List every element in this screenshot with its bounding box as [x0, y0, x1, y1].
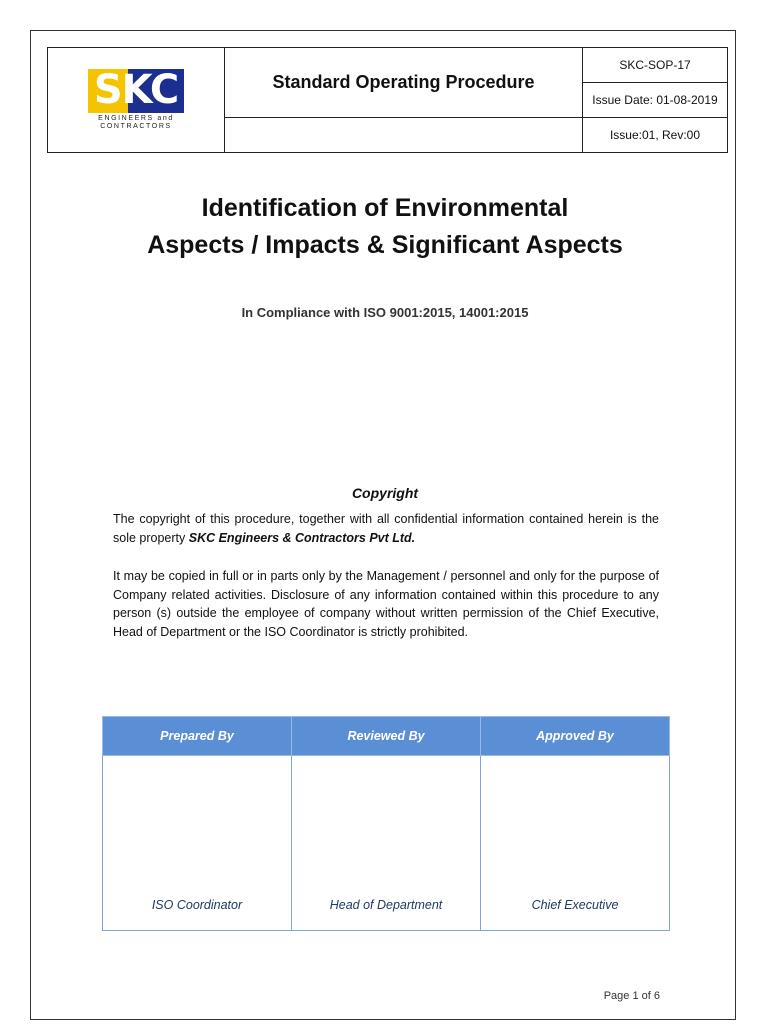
reviewed-by-role: Head of Department: [292, 756, 481, 931]
document-title: [60, 190, 710, 264]
issue-revision: Issue:01, Rev:00: [583, 118, 728, 153]
compliance-statement: In Compliance with ISO 9001:2015, 14001:2015: [241, 305, 529, 320]
doc-code: SKC-SOP-17: [583, 48, 728, 83]
logo-subtext: ENGINEERS and CONTRACTORS: [98, 114, 174, 130]
company-logo: [88, 63, 184, 133]
page-number: Page 1 of 6: [603, 990, 660, 1002]
title-line-1: Identification of Environmental: [201, 194, 569, 222]
approved-by-role: Chief Executive: [481, 756, 670, 931]
empty-header-cell: [225, 118, 583, 153]
header-table: [47, 47, 728, 153]
signature-table: [102, 716, 670, 931]
logo-text: SKC: [93, 66, 179, 113]
issue-date: Issue Date: 01-08-2019: [583, 83, 728, 118]
copyright-paragraph-1: The copyright of this procedure, together with all confidential information contained herein is the sole property SKC Engineers & Contractors Pvt Ltd.: [113, 512, 659, 545]
copyright-heading: Copyright: [351, 485, 419, 501]
copyright-paragraph-2: It may be copied in full or in parts only by the Management / personnel and only for the purpose of Company related activities. Disclosure of any information contained within this procedure to any person (s) outside the employee of company without written permission of the Chief Executive, Head of Department or the ISO Coordinator is strictly prohibited.: [113, 569, 659, 640]
company-name: SKC Engineers & Contractors Pvt Ltd.: [188, 530, 416, 545]
prepared-by-header: Prepared By: [103, 717, 292, 756]
prepared-by-role: ISO Coordinator: [103, 756, 292, 931]
title-line-2: Aspects / Impacts & Significant Aspects: [147, 231, 623, 259]
doc-type-title: Standard Operating Procedure: [225, 48, 583, 118]
logo-cell: [48, 48, 225, 153]
approved-by-header: Approved By: [481, 717, 670, 756]
reviewed-by-header: Reviewed By: [292, 717, 481, 756]
